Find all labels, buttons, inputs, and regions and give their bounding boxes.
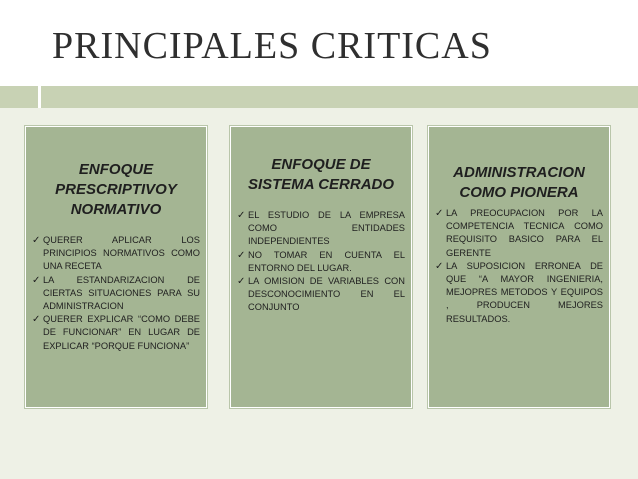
- critique-list: [237, 209, 405, 315]
- list-item-text: LA SUPOSICION ERRONEA DE QUE “A MAYOR INGENIERIA, MEJOPRES METODOS Y EQUIPOS , PRODUCEN MEJORES RESULTADOS.: [446, 260, 603, 324]
- check-icon: ✓: [237, 276, 246, 288]
- list-item: [32, 234, 200, 274]
- critique-list: [32, 234, 200, 353]
- check-icon: ✓: [435, 260, 444, 272]
- header-band: [0, 86, 638, 108]
- list-item: [32, 274, 200, 314]
- card-title: ENFOQUE DE SISTEMA CERRADO: [247, 156, 395, 193]
- list-item: [435, 260, 603, 326]
- list-item-text: LA ESTANDARIZACION DE CIERTAS SITUACIONES PARA SU ADMINISTRACION: [43, 274, 200, 312]
- list-item: [237, 275, 405, 315]
- list-item-text: LA PREOCUPACION POR LA COMPETENCIA TECNICA COMO REQUISITO BASICO PARA EL GERENTE: [446, 208, 603, 258]
- check-icon: ✓: [32, 314, 41, 326]
- check-icon: ✓: [435, 208, 444, 219]
- list-item: [237, 249, 405, 275]
- card-closed-system: [230, 126, 412, 408]
- list-item-text: NO TOMAR EN CUENTA EL ENTORNO DEL LUGAR.: [248, 249, 405, 273]
- card-pioneer-administration: [428, 126, 610, 408]
- check-icon: ✓: [237, 249, 246, 261]
- list-item-text: EL ESTUDIO DE LA EMPRESA COMO ENTIDADES INDEPENDIENTES: [248, 210, 405, 247]
- card-title: ADMINISTRACION COMO PIONERA: [453, 164, 585, 201]
- card-title: ENFOQUE PRESCRIPTIVOY NORMATIVO: [55, 161, 177, 218]
- list-item-text: QUERER APLICAR LOS PRINCIPIOS NORMATIVOS COMO UNA RECETA: [43, 235, 200, 272]
- list-item: [237, 209, 405, 249]
- list-item-text: QUERER EXPLICAR “COMO DEBE DE FUNCIONAR” EN LUGAR DE EXPLICAR “PORQUE FUNCIONA”: [43, 314, 200, 351]
- list-item: [435, 207, 603, 260]
- slide-title: PRINCIPALES CRITICAS: [52, 25, 492, 67]
- check-icon: ✓: [32, 274, 41, 286]
- check-icon: ✓: [237, 210, 246, 221]
- list-item: [32, 313, 200, 353]
- list-item-text: LA OMISION DE VARIABLES CON DESCONOCIMIENTO EN EL CONJUNTO: [248, 276, 405, 313]
- critique-list: [435, 207, 603, 326]
- check-icon: ✓: [32, 235, 41, 246]
- band-segment-right: [41, 86, 638, 108]
- card-prescriptive-approach: [25, 126, 207, 408]
- band-segment-left: [0, 86, 38, 108]
